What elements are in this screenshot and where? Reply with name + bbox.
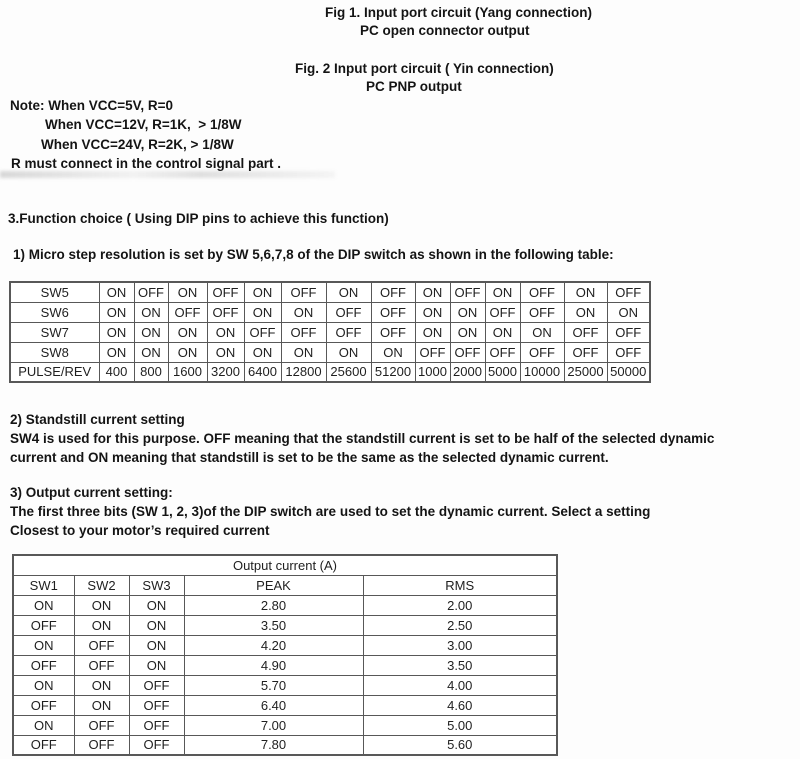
table-cell: OFF [207,282,244,302]
table-cell: ON [207,342,244,362]
table-cell: 4.60 [363,695,557,715]
table-cell: 3.00 [363,635,557,655]
table-cell: PULSE/REV [10,362,99,382]
table-cell: OFF [129,675,184,695]
table-row [10,362,650,382]
table-cell: ON [244,282,281,302]
table-cell: ON [99,322,134,342]
table-row [10,342,650,362]
column-header: SW3 [129,575,184,595]
table-cell: ON [99,302,134,322]
item2-line1: SW4 is used for this purpose. OFF meaning that the standstill current is set to be half of the selected dynamic [10,431,715,446]
table-cell: 3.50 [363,655,557,675]
table-cell: OFF [450,342,485,362]
table-cell: ON [564,282,607,302]
fig1-caption-line1: Fig 1. Input port circuit (Yang connection) [325,5,593,20]
table-cell: OFF [13,735,74,755]
table-cell: ON [74,615,129,635]
table-cell: 4.20 [184,635,363,655]
table-caption: Output current (A) [13,555,557,575]
table-cell: OFF [13,695,74,715]
table-cell: ON [281,342,326,362]
table-cell: ON [99,342,134,362]
table-cell: 7.00 [184,715,363,735]
table-cell: ON [607,302,650,322]
table-cell: ON [13,595,74,615]
table-caption-row [13,555,557,575]
fig2-caption-line1: Fig. 2 Input port circuit ( Yin connection) [295,61,554,76]
table-cell: 25000 [564,362,607,382]
table-cell: 5000 [485,362,520,382]
table-cell: OFF [281,322,326,342]
table-cell: 4.00 [363,675,557,695]
table-cell: ON [129,595,184,615]
column-header: SW1 [13,575,74,595]
table-cell: 800 [134,362,168,382]
item3-line2: Closest to your motor’s required current [10,523,270,538]
table-cell: ON [244,342,281,362]
table-cell: ON [129,615,184,635]
table-cell: OFF [129,715,184,735]
table-cell: OFF [13,615,74,635]
table-cell: OFF [607,322,650,342]
table-row [10,302,650,322]
table-cell: ON [168,322,207,342]
column-header: RMS [363,575,557,595]
table-header-row [13,575,557,595]
table-cell: SW5 [10,282,99,302]
table-cell: 6400 [244,362,281,382]
table-cell: 5.60 [363,735,557,755]
table-cell: OFF [74,715,129,735]
table-row [10,282,650,302]
item2-heading: 2) Standstill current setting [10,412,185,427]
table-cell: ON [415,282,450,302]
table-cell: ON [450,302,485,322]
table-cell: 400 [99,362,134,382]
table-cell: ON [520,322,564,342]
table-cell: ON [415,322,450,342]
section3-item1-text: 1) Micro step resolution is set by SW 5,6,7,8 of the DIP switch as shown in the following table: [13,247,614,262]
table-row [13,655,557,675]
item2-line2: current and ON meaning that standstill is set to be the same as the selected dynamic current. [10,450,609,465]
table-cell: ON [13,675,74,695]
table-cell: 5.70 [184,675,363,695]
table-cell: ON [74,595,129,615]
table-cell: ON [134,302,168,322]
table-cell: ON [485,322,520,342]
table-cell: OFF [134,282,168,302]
section3-heading: 3.Function choice ( Using DIP pins to achieve this function) [8,211,389,226]
column-header: SW2 [74,575,129,595]
table-cell: 5.00 [363,715,557,735]
table-cell: 3.50 [184,615,363,635]
table-row [13,675,557,695]
table-row [13,635,557,655]
table-cell: 4.90 [184,655,363,675]
table-cell: ON [450,322,485,342]
table-cell: OFF [520,302,564,322]
item3-heading: 3) Output current setting: [10,485,173,500]
table-cell: ON [134,342,168,362]
note-line-1: Note: When VCC=5V, R=0 [10,98,174,113]
note-line-2: When VCC=12V, R=1K, > 1/8W [45,117,242,132]
table-cell: OFF [371,302,415,322]
table-cell: OFF [607,342,650,362]
note-line-4: R must connect in the control signal part . [11,156,282,171]
table-cell: ON [207,322,244,342]
fig2-caption-line2: PC PNP output [366,79,462,94]
table-cell: 25600 [326,362,371,382]
table-row [13,715,557,735]
table-cell: OFF [371,282,415,302]
table-cell: 51200 [371,362,415,382]
table-cell: 6.40 [184,695,363,715]
table-cell: SW6 [10,302,99,322]
table-cell: 1600 [168,362,207,382]
table-cell: ON [244,302,281,322]
table-cell: 50000 [607,362,650,382]
table-cell: 12800 [281,362,326,382]
table-cell: OFF [564,322,607,342]
table-cell: OFF [371,322,415,342]
table-cell: 1000 [415,362,450,382]
table-row [13,595,557,615]
table-cell: SW7 [10,322,99,342]
table-cell: ON [281,302,326,322]
table-cell: 3200 [207,362,244,382]
microstep-table [9,281,651,383]
table-cell: OFF [415,342,450,362]
table-cell: OFF [607,282,650,302]
table-cell: SW8 [10,342,99,362]
table-cell: ON [485,282,520,302]
item3-line1: The first three bits (SW 1, 2, 3)of the DIP switch are used to set the dynamic current. Select a setting [10,504,651,519]
table-cell: OFF [326,302,371,322]
column-header: PEAK [184,575,363,595]
table-cell: OFF [485,302,520,322]
table-row [10,322,650,342]
table-cell: OFF [326,322,371,342]
table-cell: ON [129,655,184,675]
table-cell: ON [74,675,129,695]
table-cell: OFF [485,342,520,362]
table-cell: OFF [450,282,485,302]
table-cell: ON [168,282,207,302]
table-cell: ON [326,342,371,362]
table-cell: 10000 [520,362,564,382]
table-cell: ON [74,695,129,715]
table-row [13,735,557,755]
table-cell: OFF [564,342,607,362]
table-cell: 2.50 [363,615,557,635]
table-cell: ON [564,302,607,322]
table-cell: 2.80 [184,595,363,615]
table-cell: OFF [168,302,207,322]
table-cell: ON [134,322,168,342]
table-cell: OFF [520,342,564,362]
output-current-table [12,554,558,756]
table-cell: ON [326,282,371,302]
table-cell: OFF [281,282,326,302]
table-cell: OFF [129,735,184,755]
table-row [13,615,557,635]
table-cell: OFF [207,302,244,322]
table-cell: OFF [520,282,564,302]
table-cell: OFF [74,635,129,655]
scan-artifact [0,171,335,178]
table-cell: ON [13,635,74,655]
fig1-caption-line2: PC open connector output [360,23,530,38]
table-cell: 2000 [450,362,485,382]
table-cell: ON [168,342,207,362]
table-cell: 7.80 [184,735,363,755]
table-cell: OFF [74,655,129,675]
table-cell: OFF [244,322,281,342]
table-row [13,695,557,715]
table-cell: ON [371,342,415,362]
table-cell: ON [129,635,184,655]
table-cell: ON [13,715,74,735]
table-cell: ON [415,302,450,322]
table-cell: 2.00 [363,595,557,615]
note-line-3: When VCC=24V, R=2K, > 1/8W [41,137,234,152]
table-cell: OFF [129,695,184,715]
table-cell: ON [99,282,134,302]
table-cell: OFF [74,735,129,755]
table-cell: OFF [13,655,74,675]
